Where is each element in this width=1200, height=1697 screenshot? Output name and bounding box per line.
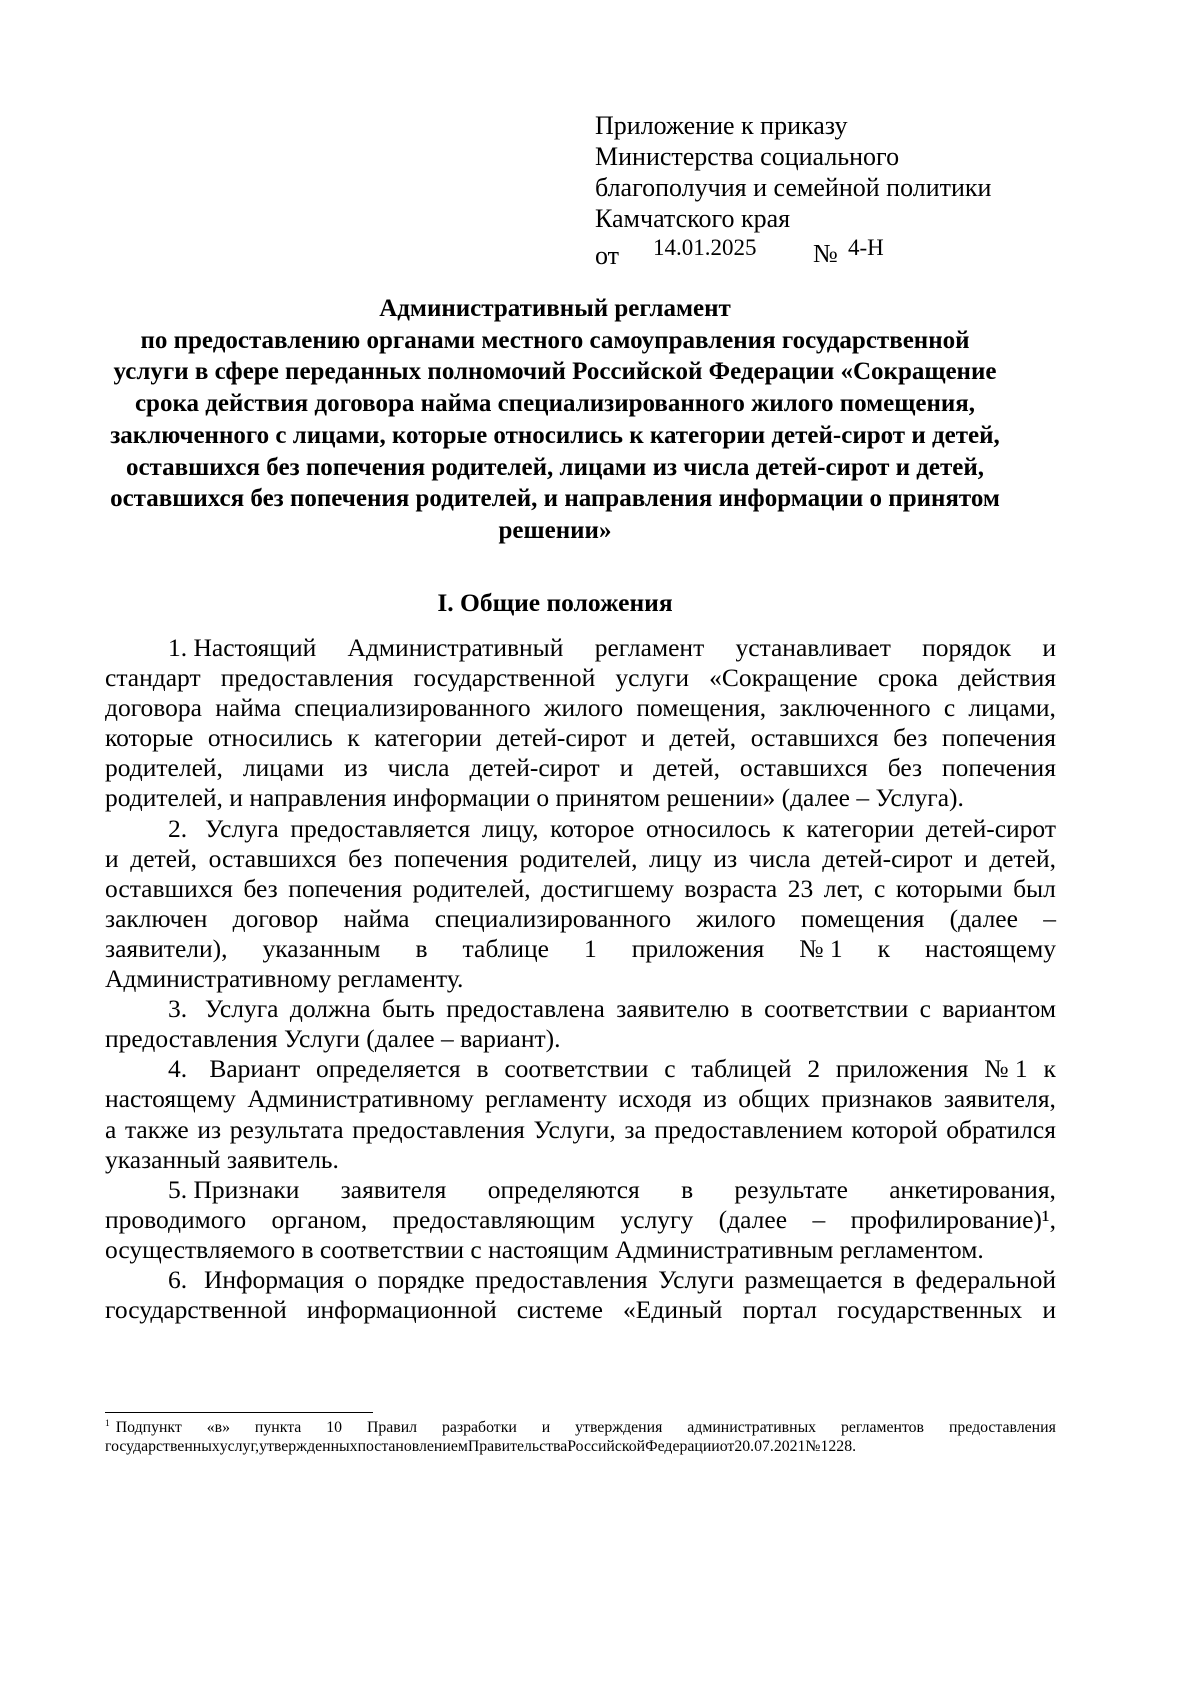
word: Услуга: [204, 994, 279, 1024]
footnote-line: [105, 1437, 1056, 1456]
word: таблице: [462, 933, 549, 963]
word: вариант).: [460, 1024, 561, 1054]
title-line: Административный регламент: [379, 295, 731, 322]
paragraph-line: [105, 844, 1056, 874]
word: детей-сирот: [925, 813, 1056, 843]
order-date: 14.01.2025: [653, 235, 757, 260]
word: в: [681, 1174, 694, 1204]
paragraph-line: [105, 814, 1056, 844]
word: приложения: [631, 933, 765, 963]
word: регламенту: [485, 1084, 608, 1114]
word: таблицей: [691, 1054, 792, 1084]
word: лицу,: [481, 813, 539, 843]
word: к: [347, 723, 360, 753]
paragraph-line: [105, 1295, 1056, 1325]
word: и: [1042, 1295, 1056, 1325]
word: утвержденных: [259, 1438, 358, 1455]
paragraph: [105, 994, 1056, 1054]
word: родителей,: [105, 753, 223, 783]
word: вариантом: [942, 994, 1056, 1024]
word: в: [301, 1234, 314, 1264]
title-line: услуги в сфере переданных полномочий Российской Федерации «Сокращение: [113, 358, 997, 386]
word: числа: [387, 753, 450, 783]
word: размещается: [744, 1264, 883, 1294]
word: Административному: [247, 1084, 474, 1114]
word: –: [856, 783, 870, 813]
word: указанный: [105, 1144, 221, 1174]
word: государственной: [105, 1295, 287, 1325]
word: услуги: [615, 663, 690, 693]
word: от: [719, 1438, 735, 1455]
word: определяется: [315, 1054, 461, 1084]
title-line: заключенного с лицами, которые относились к категории детей-сирот и детей,: [110, 421, 1000, 449]
word: Административный: [347, 633, 564, 662]
word: с: [919, 994, 931, 1024]
title-line: решении»: [498, 516, 612, 544]
word: профилирование)¹,: [850, 1204, 1056, 1234]
word: детей,: [653, 753, 720, 783]
word: был: [1013, 873, 1056, 903]
word: детей-сирот: [496, 723, 627, 753]
word: –: [812, 1204, 826, 1234]
word: которые: [105, 723, 194, 753]
title-line: срока действия договора найма специализированного жилого помещения,: [134, 390, 976, 418]
word: которое: [550, 813, 635, 843]
word: должна: [289, 994, 371, 1024]
word: с: [470, 1234, 482, 1264]
word: без: [243, 873, 278, 903]
word: и: [105, 843, 119, 873]
appendix-line: Приложение к приказу: [595, 111, 848, 140]
word: к: [877, 933, 891, 963]
paragraph: [105, 1175, 1056, 1265]
word: портал: [742, 1295, 818, 1325]
word: из: [197, 1114, 222, 1144]
footnote: [105, 1418, 1056, 1456]
word: постановлением: [357, 1438, 468, 1455]
word: с: [943, 693, 956, 723]
word: детей-сирот: [469, 753, 600, 783]
word: устанавливает: [735, 633, 891, 662]
word: Административным: [614, 1234, 834, 1264]
word: детей,: [989, 843, 1056, 873]
word: в: [740, 994, 753, 1024]
word: государственных: [105, 1438, 220, 1455]
word: определяются: [487, 1174, 640, 1204]
word: и: [641, 723, 655, 753]
word: оставшихся: [750, 723, 879, 753]
footnote-separator: [105, 1412, 373, 1413]
word: 5. Признаки: [168, 1174, 300, 1204]
word: регламент: [594, 633, 705, 662]
word: «Сокращение: [709, 663, 858, 693]
word: помещения,: [636, 693, 767, 723]
word: (далее: [366, 1024, 435, 1054]
word: осуществляемого: [105, 1234, 296, 1264]
word: Услуги: [283, 1024, 360, 1054]
word: соответствии: [764, 994, 909, 1024]
document-title: [90, 293, 1020, 547]
word: попечения: [942, 723, 1056, 753]
title-line: оставшихся без попечения родителей, и направления информации о принятом: [110, 485, 1000, 513]
word: стандарт: [105, 663, 201, 693]
word: Правительства: [467, 1438, 568, 1455]
word: оставшихся: [208, 843, 337, 873]
paragraph-line: [105, 1054, 1056, 1084]
paragraph-line: [105, 1205, 1056, 1235]
word: жилого: [543, 693, 624, 723]
word: предоставления: [352, 1114, 525, 1144]
word: относились: [207, 723, 333, 753]
word: № 1: [799, 933, 843, 963]
word: Административному: [105, 964, 332, 994]
word: (далее: [781, 783, 850, 813]
word: в: [415, 933, 428, 963]
word: государственной: [413, 663, 596, 693]
word: настоящему: [105, 1084, 236, 1114]
paragraph-line: [105, 934, 1056, 964]
word: регламенту.: [337, 964, 464, 994]
word: 10: [326, 1419, 343, 1436]
word: соответствии: [504, 1054, 649, 1084]
word: оставшихся: [105, 873, 233, 903]
word: $^1$ Подпункт: [105, 1418, 182, 1436]
paragraph: [105, 814, 1056, 995]
word: Услуга).: [875, 783, 964, 813]
word: относилось: [646, 813, 771, 843]
word: родителей,: [412, 873, 531, 903]
paragraph-line: [105, 663, 1056, 693]
word: Российской: [567, 1438, 646, 1455]
word: приложения: [835, 1054, 969, 1084]
word: помещения: [800, 903, 925, 933]
word: предоставлением: [654, 1114, 843, 1144]
word: из: [713, 843, 738, 873]
word: Правил: [366, 1419, 418, 1436]
number-sign: №: [813, 239, 838, 268]
paragraph-line: [105, 693, 1056, 723]
word: (далее: [718, 1204, 788, 1234]
date-prefix: от: [595, 241, 620, 270]
appendix-line: Министерства социального: [595, 142, 900, 171]
word: исходя: [618, 1084, 692, 1114]
word: 1228.: [820, 1438, 857, 1455]
word: из: [343, 753, 368, 783]
title-line: по предоставлению органами местного самоуправления государственной: [140, 326, 970, 354]
word: результате: [734, 1174, 848, 1204]
word: договор: [232, 903, 319, 933]
paragraph-line: [105, 994, 1056, 1024]
word: предоставлена: [446, 994, 605, 1024]
word: результата: [229, 1114, 344, 1144]
word: заявитель.: [226, 1144, 339, 1174]
word: регламентом.: [839, 1234, 984, 1264]
word: достигшему: [541, 873, 674, 903]
word: и: [541, 1419, 551, 1436]
word: заявителя,: [943, 1084, 1056, 1114]
word: заключенного: [779, 693, 931, 723]
word: указанным: [262, 933, 381, 963]
word: а: [105, 1114, 117, 1144]
word: –: [441, 1024, 454, 1054]
paragraph-line: [105, 753, 1056, 783]
word: родителей,: [519, 843, 638, 873]
word: родителей,: [105, 783, 223, 813]
word: 20.07.2021: [734, 1438, 806, 1455]
word: услугу: [620, 1204, 694, 1234]
word: Услуги: [658, 1264, 735, 1294]
word: 23: [787, 873, 814, 903]
paragraph: [105, 633, 1056, 814]
word: предоставления: [475, 1264, 648, 1294]
word: действия: [958, 663, 1056, 693]
word: без: [887, 753, 923, 783]
word: лицу: [649, 843, 702, 873]
word: услуг,: [219, 1438, 260, 1455]
word: и: [619, 753, 634, 783]
section-heading: I. Общие положения: [437, 588, 673, 617]
word: лицами,: [968, 693, 1056, 723]
word: попечения: [288, 873, 403, 903]
appendix-header: [595, 110, 991, 270]
word: федеральной: [915, 1264, 1056, 1294]
word: которой: [851, 1114, 938, 1144]
word: детей,: [669, 723, 737, 753]
word: информационной: [306, 1295, 497, 1325]
word: предоставления: [948, 1419, 1056, 1436]
word: заявителя: [340, 1174, 447, 1204]
word: 1: [583, 933, 597, 963]
word: с: [873, 873, 886, 903]
word: попечения: [394, 843, 508, 873]
word: за: [624, 1114, 646, 1144]
word: заключен: [105, 903, 208, 933]
word: настоящим: [488, 1234, 609, 1264]
word: детей,: [130, 843, 198, 873]
word: Услуги,: [533, 1114, 616, 1144]
word: найма: [343, 903, 410, 933]
word: категории: [806, 813, 915, 843]
paragraph-line: [105, 874, 1056, 904]
word: настоящему: [925, 933, 1056, 963]
word: утверждения: [575, 1419, 663, 1436]
word: № 1: [984, 1054, 1028, 1084]
word: признаков: [821, 1084, 933, 1114]
title-line: оставшихся без попечения родителей, лицами из числа детей-сирот и детей,: [125, 453, 985, 481]
word: пункта: [254, 1419, 302, 1436]
word: которыми: [895, 873, 1003, 903]
paragraph: [105, 1054, 1056, 1174]
appendix-line: благополучия и семейной политики: [595, 173, 992, 202]
word: заявителю: [616, 994, 730, 1024]
word: №: [805, 1438, 821, 1455]
word: лицами: [242, 753, 324, 783]
word: Федерации: [645, 1438, 720, 1455]
word: информации: [392, 783, 530, 813]
word: решении»: [666, 783, 776, 813]
word: жилого: [696, 903, 776, 933]
word: органом,: [271, 1204, 368, 1234]
word: и: [963, 843, 978, 873]
word: разработки: [442, 1419, 517, 1436]
word: Информация: [203, 1264, 344, 1294]
order-number: 4-Н: [848, 235, 884, 260]
word: «в»: [206, 1419, 230, 1436]
word: срока: [877, 663, 938, 693]
paragraph-line: [105, 1265, 1056, 1295]
word: 1. Настоящий: [168, 633, 317, 662]
word: порядке: [377, 1264, 465, 1294]
paragraph-line: [105, 1024, 1056, 1054]
paragraph-line: [105, 1145, 1056, 1175]
word: –: [1043, 903, 1056, 933]
word: и: [229, 783, 243, 813]
word: детей-сирот: [822, 843, 953, 873]
word: 2.: [168, 813, 194, 843]
word: анкетирования,: [889, 1174, 1056, 1204]
word: найма: [215, 693, 282, 723]
word: 6.: [168, 1264, 194, 1294]
word: соответствии: [319, 1234, 464, 1264]
word: государственных: [837, 1295, 1023, 1325]
paragraph: [105, 1265, 1056, 1325]
document-body: [105, 633, 1056, 1325]
word: к: [1043, 1054, 1056, 1084]
word: регламентов: [841, 1419, 925, 1436]
word: порядок: [922, 633, 1012, 662]
footnote-line: [105, 1418, 1056, 1437]
word: в: [476, 1054, 489, 1084]
word: с: [664, 1054, 676, 1084]
word: 3.: [168, 994, 194, 1024]
paragraph-line: [105, 964, 1056, 994]
word: и: [1042, 633, 1056, 662]
word: оставшихся: [739, 753, 868, 783]
word: (далее: [949, 903, 1018, 933]
word: числа: [748, 843, 811, 873]
paragraph-line: [105, 904, 1056, 934]
word: о: [354, 1264, 368, 1294]
word: лет,: [823, 873, 864, 903]
paragraph-line: [105, 1175, 1056, 1205]
footnote-marker: 1: [105, 1418, 110, 1429]
word: Услуга: [205, 813, 279, 843]
word: без: [348, 843, 383, 873]
paragraph-line: [105, 723, 1056, 753]
word: предоставления: [105, 1024, 278, 1054]
word: 2: [807, 1054, 821, 1084]
word: специализированного: [294, 693, 531, 723]
appendix-line: Камчатского края: [595, 204, 791, 233]
word: договора: [105, 693, 202, 723]
word: принятом: [555, 783, 661, 813]
word: также: [124, 1114, 189, 1144]
word: общих: [738, 1084, 810, 1114]
word: специализированного: [434, 903, 672, 933]
word: возраста: [684, 873, 778, 903]
word: административных: [687, 1419, 817, 1436]
paragraph-line: [105, 1235, 1056, 1265]
word: без: [893, 723, 928, 753]
word: заявители),: [105, 933, 228, 963]
word: проводимого: [105, 1204, 247, 1234]
paragraph-line: [105, 783, 1056, 813]
word: категории: [374, 723, 482, 753]
word: быть: [381, 994, 435, 1024]
word: обратился: [946, 1114, 1056, 1144]
paragraph-line: [105, 633, 1056, 663]
word: системе: [516, 1295, 603, 1325]
word: предоставляется: [290, 813, 471, 843]
word: к: [782, 813, 795, 843]
word: предоставления: [220, 663, 394, 693]
paragraph-line: [105, 1084, 1056, 1114]
word: о: [536, 783, 550, 813]
word: 4.: [168, 1054, 194, 1084]
word: в: [892, 1264, 906, 1294]
word: Вариант: [209, 1054, 301, 1084]
word: предоставляющим: [392, 1204, 596, 1234]
order-date-row: [595, 234, 991, 270]
word: направления: [249, 783, 387, 813]
word: попечения: [942, 753, 1056, 783]
paragraph-line: [105, 1115, 1056, 1145]
word: из: [703, 1084, 727, 1114]
word: «Единый: [623, 1295, 723, 1325]
